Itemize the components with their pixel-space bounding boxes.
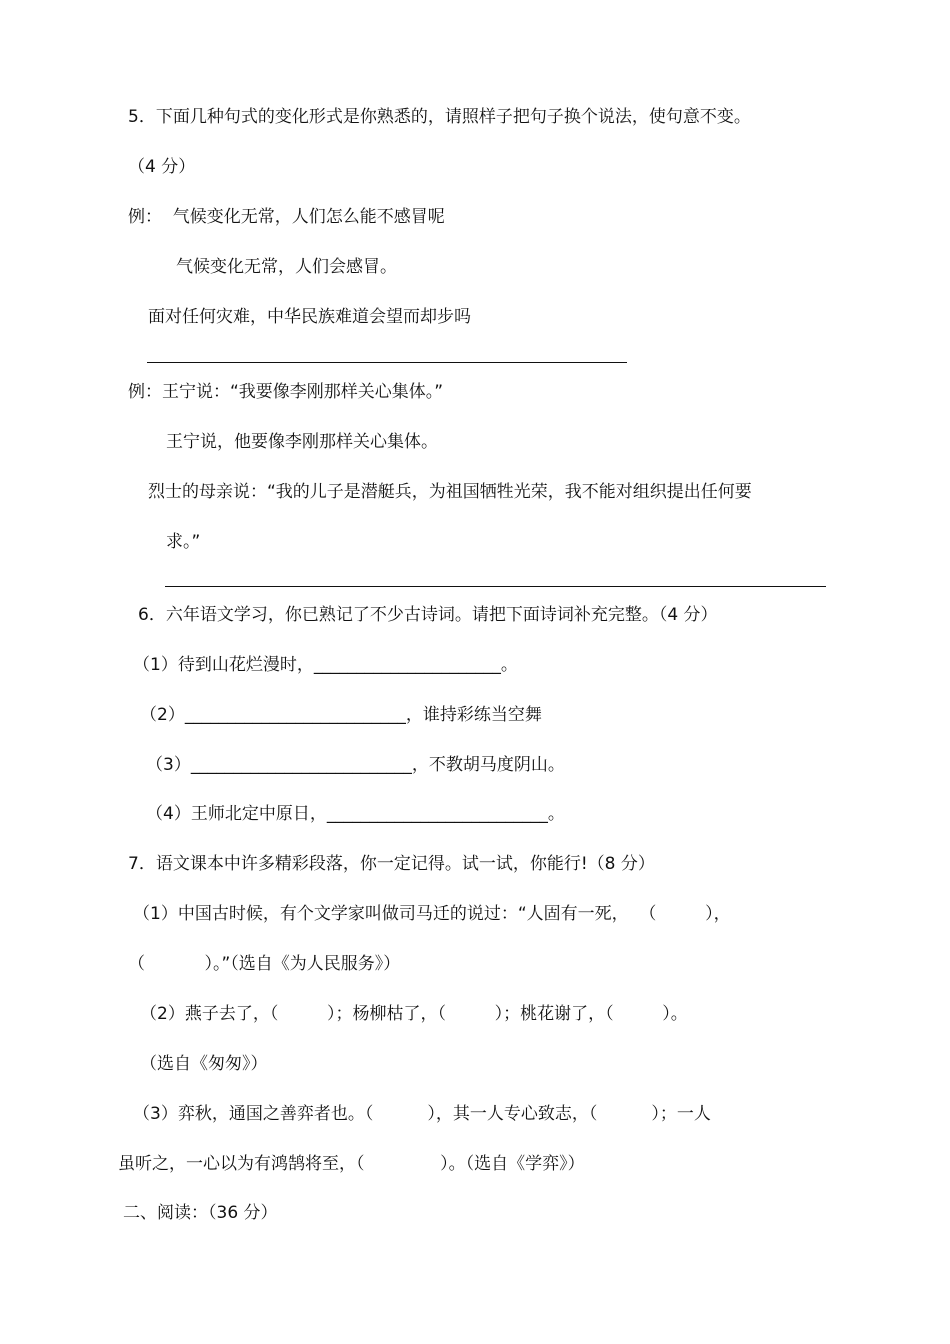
q5-title: 5．下面几种句式的变化形式是你熟悉的，请照样子把句子换个说法，使句意不变。 [128, 107, 751, 127]
section2-heading: 二、阅读：（36 分） [123, 1203, 278, 1223]
q5-example2: 例：王宁说：“我要像李刚那样关心集体。” [128, 382, 444, 402]
q6-title: 6．六年语文学习，你已熟记了不少古诗词。请把下面诗词补充完整。（4 分） [138, 605, 718, 625]
q5-example2-answer: 王宁说，他要像李刚那样关心集体。 [166, 432, 438, 452]
q5-task2-cont: 求。” [166, 532, 201, 552]
q6-line2: （2）__________________________，谁持彩练当空舞 [140, 705, 542, 725]
q5-score: （4 分） [128, 157, 196, 177]
q5-example1-answer: 气候变化无常，人们会感冒。 [176, 257, 397, 277]
q7-line1-cont: （ ）。”（选自《为人民服务》） [128, 954, 401, 974]
q7-line3: （3）弈秋，通国之善弈者也。（ ），其一人专心致志，（ ）；一人 [133, 1104, 711, 1124]
q6-line3: （3）__________________________，不教胡马度阴山。 [146, 755, 565, 775]
q5-task1: 面对任何灾难，中华民族难道会望而却步吗 [148, 307, 471, 327]
q5-task1-answer-line[interactable] [147, 362, 627, 363]
q7-line3-cont: 虽听之，一心以为有鸿鹄将至，（ ）。（选自《学弈》） [118, 1154, 585, 1174]
q7-line2-cont: （选自《匆匆》） [140, 1054, 268, 1074]
q5-task2-answer-line[interactable] [165, 586, 826, 587]
q5-example1: 例： 气候变化无常，人们怎么能不感冒呢 [128, 207, 445, 227]
q7-line1: （1）中国古时候，有个文学家叫做司马迁的说过：“人固有一死， （ ）， [133, 904, 731, 924]
q5-task2: 烈士的母亲说：“我的儿子是潜艇兵，为祖国牺牲光荣，我不能对组织提出任何要 [148, 482, 752, 502]
q7-title: 7．语文课本中许多精彩段落，你一定记得。试一试，你能行!（8 分） [128, 854, 655, 874]
q7-line2: （2）燕子去了，（ ）；杨柳枯了，（ ）；桃花谢了，（ ）。 [140, 1004, 688, 1024]
q6-line1: （1）待到山花烂漫时，______________________。 [133, 655, 518, 675]
q6-line4: （4）王师北定中原日，__________________________。 [146, 804, 565, 824]
